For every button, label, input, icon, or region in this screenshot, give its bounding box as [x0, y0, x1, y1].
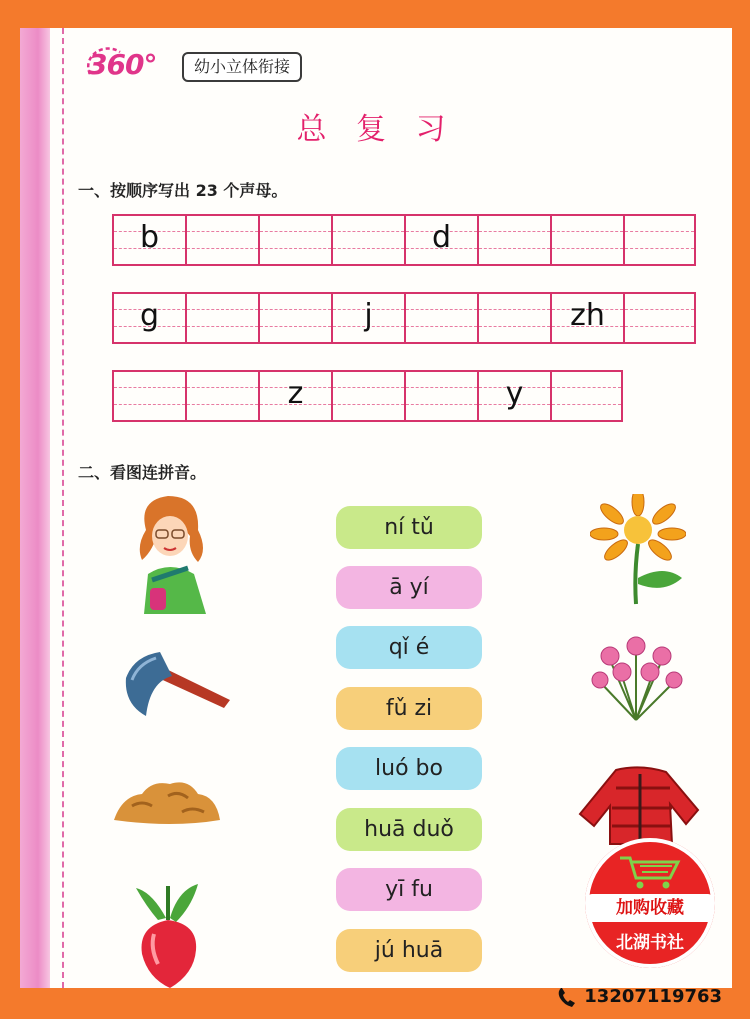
logo-number: 360°: [88, 48, 157, 81]
grid-cell[interactable]: [477, 370, 550, 422]
pinyin-text: luó bo: [375, 756, 443, 781]
writing-grid-row-2: [112, 292, 696, 344]
pinyin-pill[interactable]: [336, 747, 482, 790]
pinyin-text: yī fu: [385, 877, 433, 902]
logo-label: 幼小立体衔接: [182, 52, 302, 82]
cart-icon: [618, 854, 682, 890]
binding-strip: [20, 28, 50, 988]
flowers-picture[interactable]: [586, 630, 686, 722]
grid-cell[interactable]: [623, 292, 696, 344]
grid-cell[interactable]: [331, 214, 404, 266]
grid-cell[interactable]: [258, 370, 331, 422]
cell-letter: b: [139, 220, 160, 255]
binding-dashed-line: [62, 28, 64, 988]
page-title: 总 复 习: [296, 112, 456, 147]
writing-grid-row-3: [112, 370, 623, 422]
pinyin-text: jú huā: [374, 938, 444, 963]
grid-cell[interactable]: [550, 370, 623, 422]
pinyin-text: ā yí: [389, 575, 429, 600]
grid-cell[interactable]: [185, 214, 258, 266]
add-to-cart-label[interactable]: 加购收藏: [588, 894, 712, 922]
promo-badge[interactable]: [585, 838, 715, 968]
pinyin-pill[interactable]: [336, 566, 482, 609]
cell-letter: g: [139, 298, 160, 333]
pinyin-text: ní tǔ: [384, 515, 434, 540]
jacket-picture[interactable]: [576, 764, 704, 846]
grid-cell[interactable]: [112, 370, 185, 422]
grid-cell[interactable]: [185, 370, 258, 422]
pinyin-text: fǔ zi: [385, 696, 433, 721]
cell-letter: z: [287, 376, 304, 411]
cell-letter: j: [364, 298, 373, 333]
pinyin-pill[interactable]: [336, 868, 482, 911]
grid-cell[interactable]: [404, 292, 477, 344]
pinyin-pill[interactable]: [336, 808, 482, 851]
cell-letter: zh: [570, 298, 605, 333]
grid-cell[interactable]: [112, 214, 185, 266]
woman-picture[interactable]: [128, 490, 214, 614]
grid-cell[interactable]: [550, 214, 623, 266]
radish-picture[interactable]: [132, 878, 204, 988]
pinyin-text: qǐ é: [388, 635, 430, 660]
series-logo: [88, 46, 328, 86]
chrysanthemum-picture[interactable]: [590, 494, 686, 606]
grid-cell[interactable]: [112, 292, 185, 344]
worksheet-page: [20, 28, 732, 988]
grid-cell[interactable]: [404, 370, 477, 422]
cell-letter: d: [431, 220, 452, 255]
pinyin-pill[interactable]: [336, 506, 482, 549]
grid-cell[interactable]: [258, 292, 331, 344]
phone-contact: [556, 986, 722, 1010]
grid-cell[interactable]: [550, 292, 623, 344]
pinyin-text: huā duǒ: [364, 817, 454, 842]
grid-cell[interactable]: [477, 214, 550, 266]
section-2-heading: 二、看图连拼音。: [78, 463, 207, 482]
pinyin-pill[interactable]: [336, 687, 482, 730]
section-1-heading: 一、按顺序写出 23 个声母。: [78, 181, 288, 200]
grid-cell[interactable]: [623, 214, 696, 266]
grid-cell[interactable]: [404, 214, 477, 266]
pinyin-pill[interactable]: [336, 626, 482, 669]
grid-cell[interactable]: [331, 292, 404, 344]
shop-name: 北湖书社: [616, 933, 684, 953]
grid-cell[interactable]: [331, 370, 404, 422]
phone-icon: [556, 986, 578, 1008]
writing-grid-row-1: [112, 214, 696, 266]
grid-cell[interactable]: [258, 214, 331, 266]
cell-letter: y: [505, 376, 524, 411]
soil-picture[interactable]: [112, 776, 222, 828]
phone-number: 13207119763: [584, 986, 723, 1007]
axe-picture[interactable]: [120, 648, 232, 720]
grid-cell[interactable]: [477, 292, 550, 344]
pinyin-pill[interactable]: [336, 929, 482, 972]
grid-cell[interactable]: [185, 292, 258, 344]
